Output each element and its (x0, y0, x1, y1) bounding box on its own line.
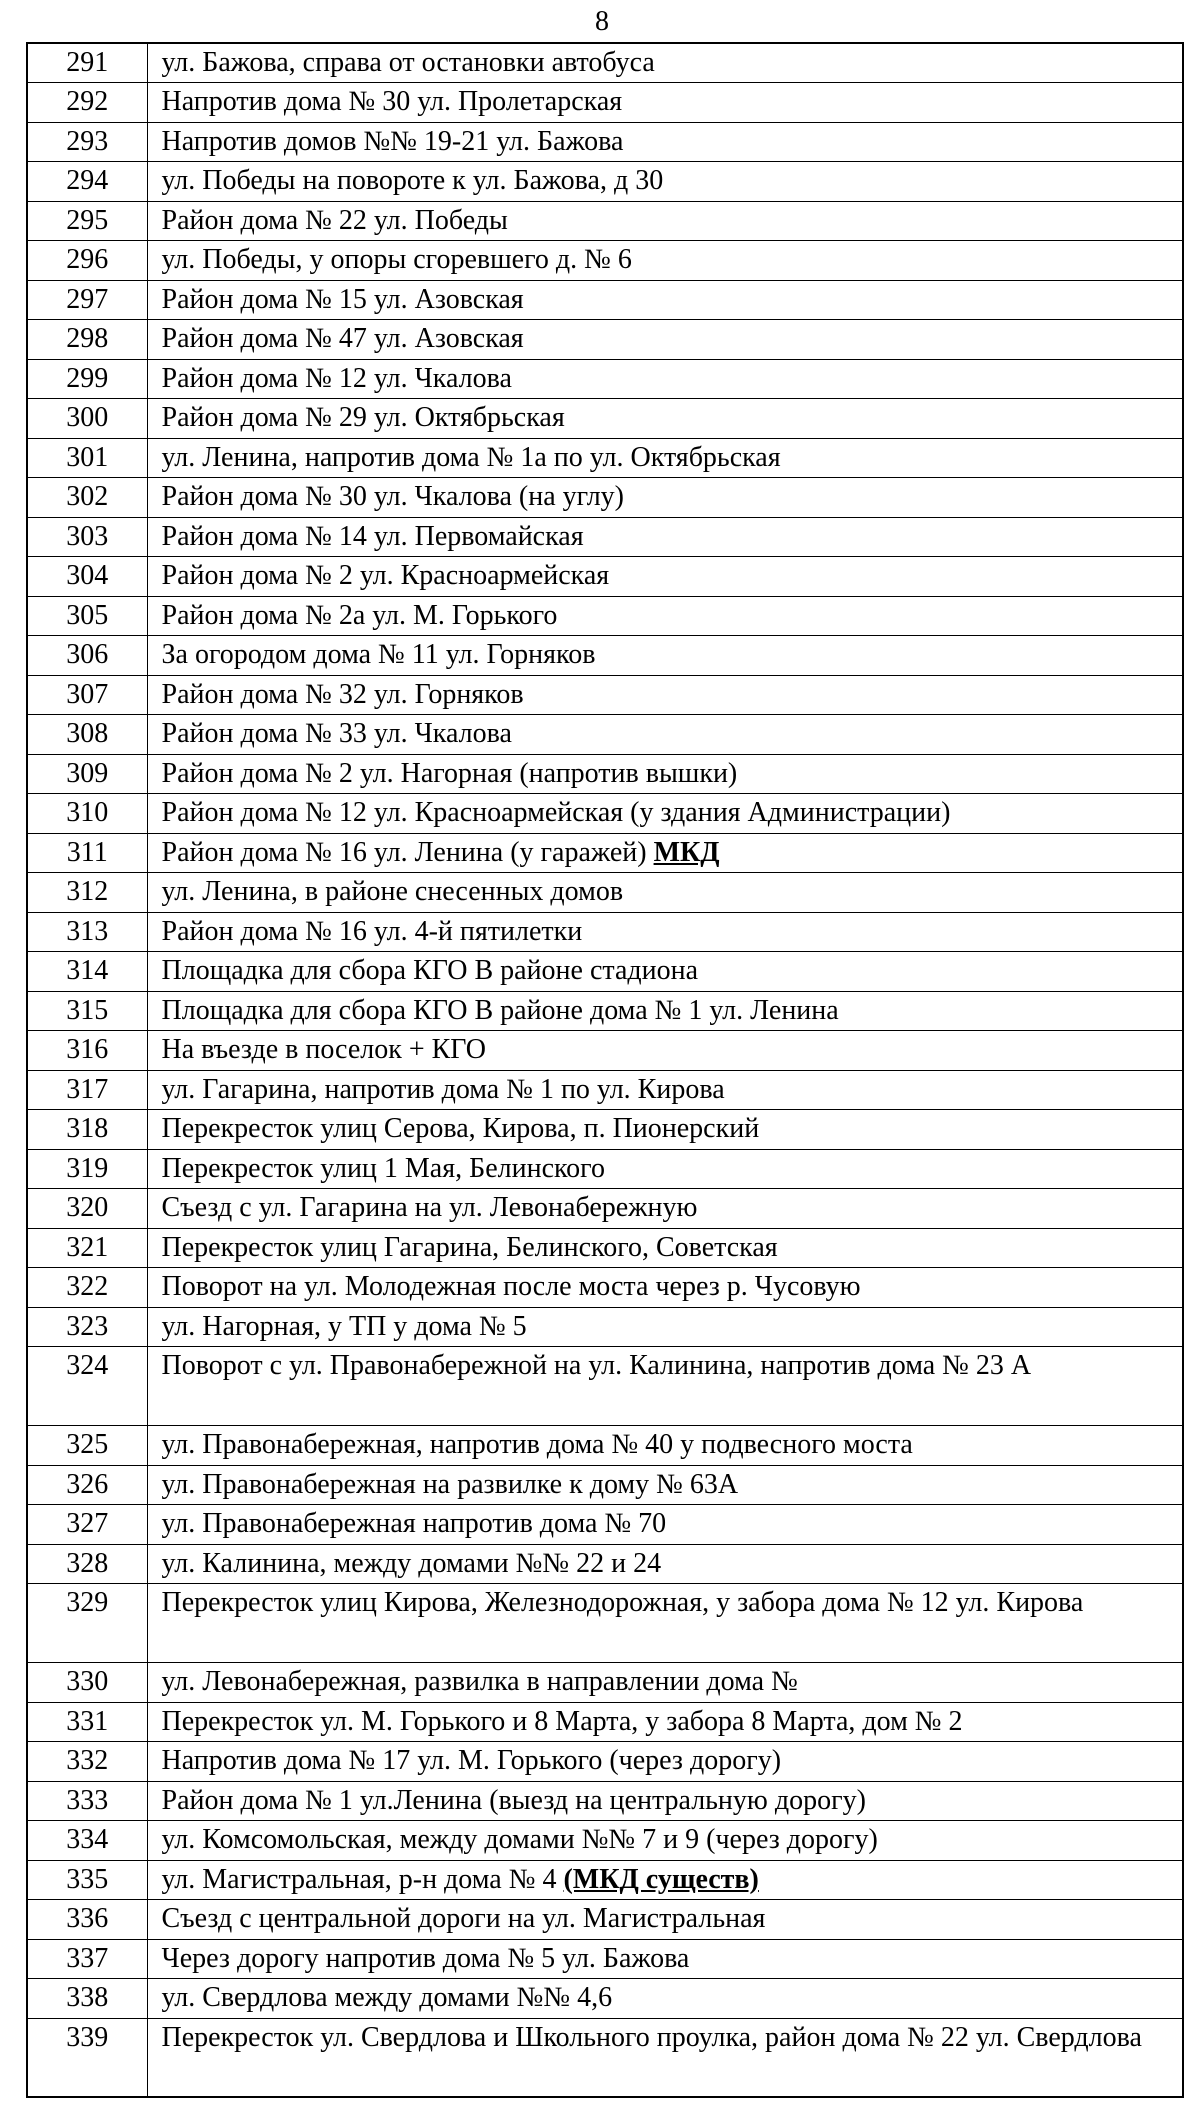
table-row (27, 162, 1183, 202)
table-row (27, 754, 1183, 794)
row-number: 302 (27, 478, 147, 518)
table-row (27, 1939, 1183, 1979)
row-location (147, 1189, 1183, 1229)
location-text: Район дома № 47 ул. Азовская (161, 323, 524, 354)
table-row (27, 517, 1183, 557)
row-number: 329 (27, 1584, 147, 1663)
table-row (27, 1505, 1183, 1545)
row-location (147, 241, 1183, 281)
location-text: Съезд с центральной дороги на ул. Магистральная (161, 1903, 766, 1934)
table-row (27, 1544, 1183, 1584)
table-row (27, 1979, 1183, 2019)
row-number: 338 (27, 1979, 147, 2019)
row-location (147, 1742, 1183, 1782)
location-text: Район дома № 33 ул. Чкалова (161, 718, 512, 749)
table-row (27, 1663, 1183, 1703)
location-text: Район дома № 16 ул. 4-й пятилетки (161, 915, 583, 947)
table-row (27, 1031, 1183, 1071)
row-number: 328 (27, 1544, 147, 1584)
table-row (27, 833, 1183, 873)
row-location (147, 1702, 1183, 1742)
table-row (27, 1268, 1183, 1308)
row-location (147, 715, 1183, 755)
row-location (147, 162, 1183, 202)
row-location (147, 794, 1183, 834)
row-number: 339 (27, 2018, 147, 2097)
row-number: 317 (27, 1070, 147, 1110)
location-text: Район дома № 2 ул. Красноармейская (161, 560, 610, 591)
row-location (147, 320, 1183, 360)
row-number: 336 (27, 1900, 147, 1940)
location-text: Район дома № 1 ул.Ленина (выезд на центральную дорогу) (161, 1784, 866, 1816)
table-row (27, 280, 1183, 320)
row-location (147, 1979, 1183, 2019)
row-location (147, 1544, 1183, 1584)
table-row (27, 1742, 1183, 1782)
table-row (27, 359, 1183, 399)
row-location (147, 359, 1183, 399)
row-location (147, 1070, 1183, 1110)
table-row (27, 478, 1183, 518)
row-location (147, 991, 1183, 1031)
location-text: Перекресток улиц Кирова, Железнодорожная, у забора дома № 12 ул. Кирова (161, 1587, 1084, 1618)
table-row (27, 1584, 1183, 1663)
row-location (147, 43, 1183, 83)
row-location (147, 1110, 1183, 1150)
table-row (27, 1347, 1183, 1426)
row-number: 320 (27, 1189, 147, 1229)
row-location (147, 1268, 1183, 1308)
location-text: Съезд с ул. Гагарина на ул. Левонабережную (161, 1192, 698, 1223)
table-row (27, 636, 1183, 676)
table-row (27, 1900, 1183, 1940)
row-location (147, 1149, 1183, 1189)
page-number: 8 (595, 6, 609, 37)
location-text: ул. Свердлова между домами №№ 4,6 (161, 1982, 613, 2013)
row-number: 311 (27, 833, 147, 873)
table-row (27, 557, 1183, 597)
table-row (27, 1702, 1183, 1742)
row-number: 293 (27, 122, 147, 162)
row-number: 324 (27, 1347, 147, 1426)
row-location (147, 1663, 1183, 1703)
row-location (147, 2018, 1183, 2097)
location-text: На въезде в поселок + КГО (161, 1034, 487, 1065)
location-text: За огородом дома № 11 ул. Горняков (161, 639, 596, 670)
table-row (27, 241, 1183, 281)
row-number: 304 (27, 557, 147, 597)
row-number: 330 (27, 1663, 147, 1703)
row-number: 333 (27, 1781, 147, 1821)
location-text: Напротив домов №№ 19-21 ул. Бажова (161, 125, 624, 157)
location-text: Район дома № 14 ул. Первомайская (161, 520, 584, 552)
row-number: 321 (27, 1228, 147, 1268)
row-number: 335 (27, 1860, 147, 1900)
row-number: 306 (27, 636, 147, 676)
row-location (147, 1426, 1183, 1466)
location-text: Напротив дома № 17 ул. М. Горького (через дорогу) (161, 1745, 782, 1776)
row-number: 337 (27, 1939, 147, 1979)
row-location (147, 1347, 1183, 1426)
row-number: 309 (27, 754, 147, 794)
table-row (27, 715, 1183, 755)
row-location (147, 557, 1183, 597)
row-number: 319 (27, 1149, 147, 1189)
row-number: 334 (27, 1821, 147, 1861)
table-row (27, 952, 1183, 992)
location-text: Напротив дома № 30 ул. Пролетарская (161, 86, 623, 117)
location-text: ул. Левонабережная, развилка в направлении дома № (161, 1666, 798, 1697)
table-row (27, 873, 1183, 913)
table-row (27, 83, 1183, 123)
row-location (147, 1031, 1183, 1071)
row-number: 299 (27, 359, 147, 399)
row-location (147, 873, 1183, 913)
row-location (147, 952, 1183, 992)
row-number: 301 (27, 438, 147, 478)
table-row (27, 43, 1183, 83)
row-number: 326 (27, 1465, 147, 1505)
table-row (27, 1465, 1183, 1505)
row-location (147, 912, 1183, 952)
row-number: 298 (27, 320, 147, 360)
location-text: ул. Магистральная, р-н дома № 4 (161, 1863, 564, 1895)
table-row (27, 320, 1183, 360)
table-body (27, 43, 1183, 2097)
row-number: 303 (27, 517, 147, 557)
row-number: 307 (27, 675, 147, 715)
table-row (27, 1821, 1183, 1861)
row-location (147, 83, 1183, 123)
location-text: Площадка для сбора КГО В районе стадиона (161, 955, 699, 986)
location-text: ул. Победы, у опоры сгоревшего д. № 6 (161, 244, 632, 275)
location-text: Через дорогу напротив дома № 5 ул. Бажова (161, 1942, 690, 1974)
row-number: 314 (27, 952, 147, 992)
row-location (147, 596, 1183, 636)
row-number: 300 (27, 399, 147, 439)
location-text: ул. Победы на повороте к ул. Бажова, д 30 (161, 165, 664, 196)
row-location (147, 1465, 1183, 1505)
row-location (147, 1939, 1183, 1979)
row-number: 294 (27, 162, 147, 202)
row-location (147, 1821, 1183, 1861)
row-number: 315 (27, 991, 147, 1031)
table-row (27, 991, 1183, 1031)
mkd-note: (МКД существ) (563, 1863, 759, 1895)
table-row (27, 122, 1183, 162)
row-location (147, 478, 1183, 518)
location-text: Перекресток ул. М. Горького и 8 Марта, у забора 8 Марта, дом № 2 (161, 1705, 963, 1737)
row-number: 308 (27, 715, 147, 755)
location-text: ул. Правонабережная на развилке к дому № 63А (161, 1468, 739, 1500)
location-text: Поворот с ул. Правонабережной на ул. Калинина, напротив дома № 23 А (161, 1350, 1032, 1381)
location-text: Район дома № 12 ул. Красноармейская (у здания Администрации) (161, 797, 951, 828)
location-text: Перекресток ул. Свердлова и Школьного проулка, район дома № 22 ул. Свердлова (161, 2021, 1142, 2053)
location-text: Район дома № 29 ул. Октябрьская (161, 402, 565, 433)
row-location (147, 675, 1183, 715)
row-location (147, 517, 1183, 557)
location-text: ул. Гагарина, напротив дома № 1 по ул. Кирова (161, 1073, 725, 1105)
location-text: ул. Калинина, между домами №№ 22 и 24 (161, 1547, 662, 1579)
location-text: Перекресток улиц Гагарина, Белинского, Советская (161, 1231, 778, 1263)
location-text: Район дома № 30 ул. Чкалова (на углу) (161, 481, 624, 512)
row-number: 318 (27, 1110, 147, 1150)
row-location (147, 122, 1183, 162)
location-text: Поворот на ул. Молодежная после моста через р. Чусовую (161, 1271, 861, 1302)
table-row (27, 1110, 1183, 1150)
row-number: 322 (27, 1268, 147, 1308)
row-number: 323 (27, 1307, 147, 1347)
row-number: 325 (27, 1426, 147, 1466)
row-location (147, 1307, 1183, 1347)
table-row (27, 1189, 1183, 1229)
table-row (27, 1070, 1183, 1110)
row-number: 292 (27, 83, 147, 123)
row-location (147, 1860, 1183, 1900)
row-location (147, 1228, 1183, 1268)
table-row (27, 912, 1183, 952)
row-location (147, 1900, 1183, 1940)
location-text: Перекресток улиц 1 Мая, Белинского (161, 1152, 605, 1184)
location-text: ул. Ленина, напротив дома № 1а по ул. Октябрьская (161, 441, 781, 473)
location-text: ул. Нагорная, у ТП у дома № 5 (161, 1310, 527, 1342)
location-text: ул. Комсомольская, между домами №№ 7 и 9 (через дорогу) (161, 1824, 878, 1855)
row-number: 312 (27, 873, 147, 913)
row-location (147, 1584, 1183, 1663)
row-location (147, 399, 1183, 439)
row-number: 297 (27, 280, 147, 320)
table-row (27, 1781, 1183, 1821)
row-location (147, 636, 1183, 676)
table-row (27, 1228, 1183, 1268)
location-text: Район дома № 16 ул. Ленина (у гаражей) (161, 836, 654, 868)
location-text: Район дома № 2а ул. М. Горького (161, 599, 558, 631)
location-text: ул. Бажова, справа от остановки автобуса (161, 47, 655, 78)
row-location (147, 438, 1183, 478)
table-row (27, 1149, 1183, 1189)
row-number: 295 (27, 201, 147, 241)
row-number: 291 (27, 43, 147, 83)
row-location (147, 1781, 1183, 1821)
row-location (147, 1505, 1183, 1545)
location-text: ул. Правонабережная, напротив дома № 40 у подвесного моста (161, 1429, 913, 1460)
row-number: 327 (27, 1505, 147, 1545)
row-number: 296 (27, 241, 147, 281)
table-row (27, 596, 1183, 636)
table-row (27, 201, 1183, 241)
row-location (147, 833, 1183, 873)
location-text: ул. Ленина, в районе снесенных домов (161, 876, 624, 907)
row-location (147, 754, 1183, 794)
location-text: Перекресток улиц Серова, Кирова, п. Пионерский (161, 1113, 760, 1144)
location-text: Район дома № 12 ул. Чкалова (161, 362, 512, 394)
table-row (27, 1426, 1183, 1466)
table-row (27, 438, 1183, 478)
row-number: 310 (27, 794, 147, 834)
row-location (147, 201, 1183, 241)
table-row (27, 1307, 1183, 1347)
location-text: ул. Правонабережная напротив дома № 70 (161, 1508, 667, 1539)
table-row (27, 399, 1183, 439)
table-row (27, 2018, 1183, 2097)
location-text: Район дома № 2 ул. Нагорная (напротив вышки) (161, 757, 738, 789)
location-text: Район дома № 32 ул. Горняков (161, 678, 524, 710)
row-number: 316 (27, 1031, 147, 1071)
location-text: Площадка для сбора КГО В районе дома № 1 ул. Ленина (161, 994, 839, 1026)
row-number: 313 (27, 912, 147, 952)
mkd-note: МКД (653, 836, 720, 868)
row-number: 305 (27, 596, 147, 636)
location-text: Район дома № 15 ул. Азовская (161, 283, 524, 315)
locations-table (26, 42, 1184, 2098)
location-text: Район дома № 22 ул. Победы (161, 204, 508, 236)
table-row (27, 675, 1183, 715)
table-row (27, 794, 1183, 834)
row-location (147, 280, 1183, 320)
row-number: 332 (27, 1742, 147, 1782)
row-number: 331 (27, 1702, 147, 1742)
table-row (27, 1860, 1183, 1900)
